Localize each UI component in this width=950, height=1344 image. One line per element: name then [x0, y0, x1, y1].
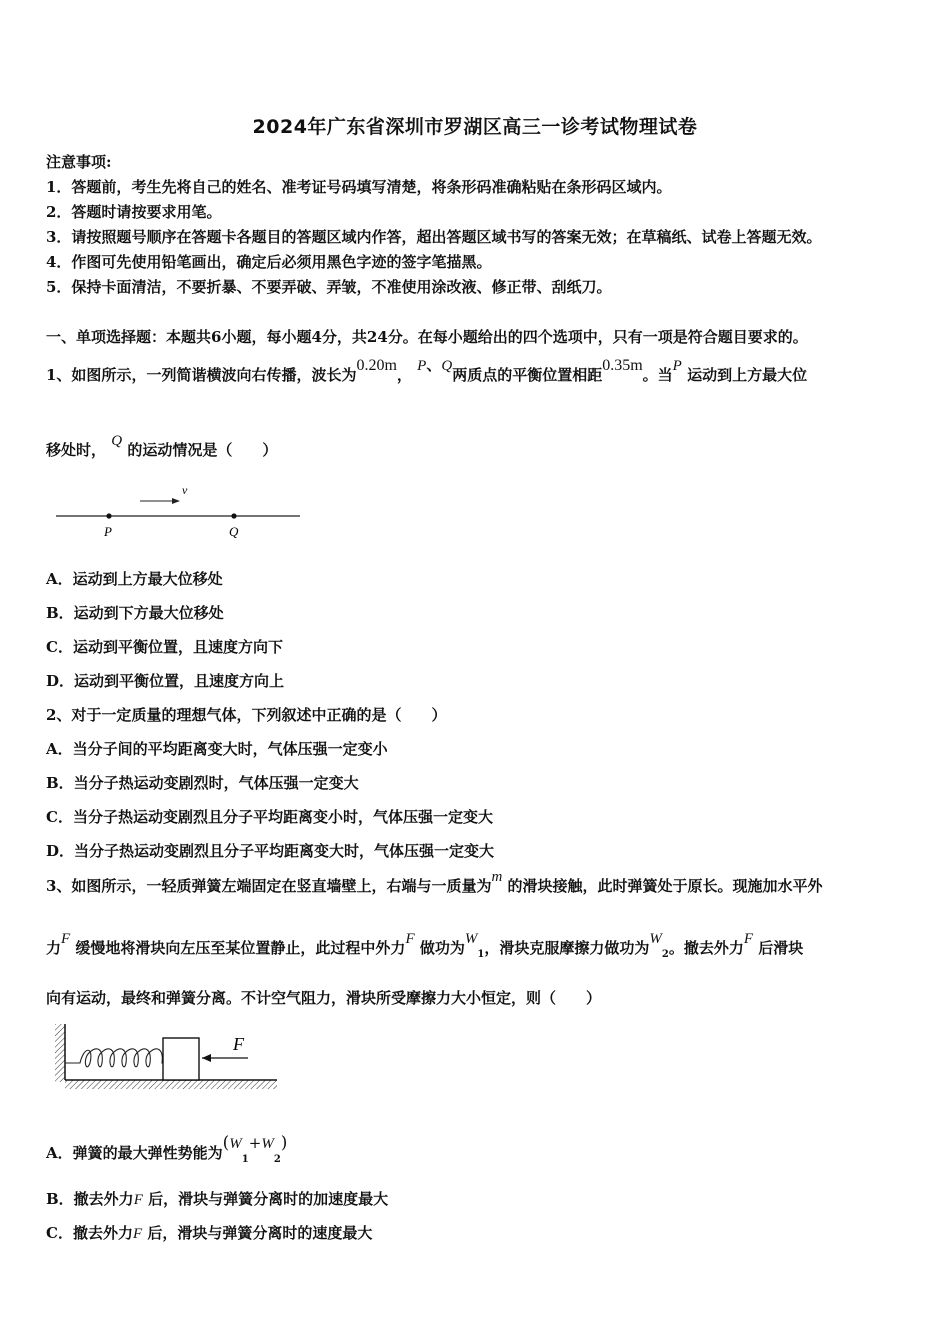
spring-coil	[65, 1049, 163, 1067]
spring-figure	[50, 1018, 290, 1096]
notice-item: 2．答题时请按要求用笔。	[46, 203, 222, 221]
question-3-stem-cont: 力F 缓慢地将滑块向左压至某位置静止，此过程中外力F 做功为$W_1$，滑块克服摩擦力做功为$W_2$。撤去外力F 后滑块	[46, 931, 804, 960]
option-b: B．运动到下方最大位移处	[46, 604, 224, 622]
point-p-dot	[106, 513, 111, 518]
question-1-stem-cont: 移处时， Q 的运动情况是（ ）	[46, 433, 278, 459]
force-arrow-head	[202, 1054, 211, 1062]
option-a: A．运动到上方最大位移处	[46, 570, 223, 588]
wavelength-value: 0.20m	[356, 357, 397, 374]
notice-item: 3．请按照题号顺序在答题卡各题目的答题区域内作答，超出答题区域书写的答案无效；在草稿纸、试卷上答题无效。	[46, 228, 822, 246]
force-label: F	[233, 1034, 244, 1054]
velocity-label: v	[182, 483, 188, 497]
notice-item: 1．答题前，考生先将自己的姓名、准考证号码填写清楚，将条形码准确粘贴在条形码区域内。	[46, 178, 672, 196]
notice-heading: 注意事项:	[46, 153, 112, 171]
option-c: C．撤去外力F 后，滑块与弹簧分离时的速度最大	[46, 1224, 373, 1242]
section-heading: 一、单项选择题：本题共6小题，每小题4分，共24分。在每小题给出的四个选项中，只有一项是符合题目要求的。	[46, 328, 808, 346]
question-2-stem: 2、对于一定质量的理想气体，下列叙述中正确的是（ ）	[46, 706, 447, 724]
page-title: 2024年广东省深圳市罗湖区高三一诊考试物理试卷	[252, 116, 698, 138]
option-a: A．当分子间的平均距离变大时，气体压强一定变小	[46, 740, 388, 758]
notice-item: 4．作图可先使用铅笔画出，确定后必须用黑色字迹的签字笔描黑。	[46, 253, 492, 271]
option-a: A．弹簧的最大弹性势能为$(W_1+W_2)$	[46, 1133, 288, 1165]
option-b: B．当分子热运动变剧烈时，气体压强一定变大	[46, 774, 359, 792]
option-c: C．运动到平衡位置，且速度方向下	[46, 638, 283, 656]
option-b: B．撤去外力F 后，滑块与弹簧分离时的加速度最大	[46, 1190, 389, 1208]
notice-item: 5．保持卡面清洁，不要折暴、不要弄破、弄皱，不准使用涂改液、修正带、刮纸刀。	[46, 278, 612, 296]
question-1-stem: 1、如图所示，一列简谐横波向右传播，波长为0.20m， P、Q两质点的平衡位置相距0.35m。当P 运动到上方最大位	[46, 356, 808, 384]
wave-figure	[50, 478, 310, 548]
question-3-stem: 3、如图所示，一轻质弹簧左端固定在竖直墙壁上，右端与一质量为m 的滑块接触，此时弹簧处于原长。现施加水平外	[46, 869, 823, 895]
point-q-dot	[231, 513, 236, 518]
wall-hatch	[55, 1024, 65, 1082]
option-c: C．当分子热运动变剧烈且分子平均距离变小时，气体压强一定变大	[46, 808, 493, 826]
point-q-label: Q	[229, 524, 239, 539]
distance-value: 0.35m	[602, 357, 643, 374]
point-p-label: P	[104, 524, 112, 539]
slider-block	[163, 1038, 199, 1080]
floor-hatch	[65, 1080, 277, 1089]
velocity-arrow-head	[172, 498, 180, 504]
mass-symbol: m	[491, 869, 503, 885]
option-d: D．运动到平衡位置，且速度方向上	[46, 672, 285, 690]
option-d: D．当分子热运动变剧烈且分子平均距离变大时，气体压强一定变大	[46, 842, 495, 860]
question-3-stem-end: 向有运动，最终和弹簧分离。不计空气阻力，滑块所受摩擦力大小恒定，则（ ）	[46, 989, 602, 1007]
